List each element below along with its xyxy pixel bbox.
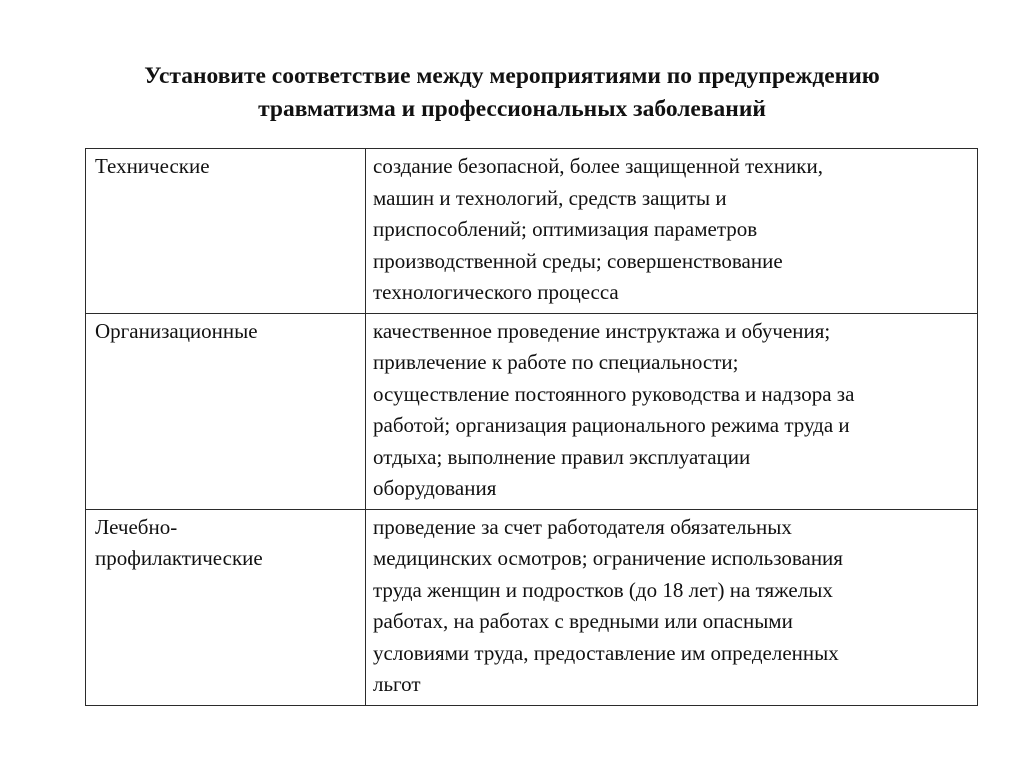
description-line: отдыха; выполнение правил эксплуатации — [373, 444, 751, 469]
description-line: привлечение к работе по специальности; — [373, 350, 739, 374]
table-row-technical — [86, 149, 978, 314]
description-line: льгот — [373, 672, 421, 696]
category-cell — [86, 313, 366, 509]
description-line: создание безопасной, более защищенной техники, — [373, 154, 823, 178]
description-line: медицинских осмотров; ограничение использования — [373, 546, 843, 570]
description-line: работой; организация рационального режима труда и — [373, 413, 850, 437]
description-line: оборудования — [373, 476, 497, 500]
category-label: Лечебно- — [95, 514, 178, 539]
description-line: труда женщин и подростков (до 18 лет) на тяжелых — [373, 577, 833, 602]
category-cell — [86, 509, 366, 705]
description-cell — [366, 313, 978, 509]
description-line: производственной среды; совершенствование — [373, 248, 783, 273]
table-row-organizational — [86, 313, 978, 509]
description-cell — [366, 509, 978, 705]
title-line-1: Установите соответствие между мероприятиями по предупреждению — [144, 63, 880, 89]
description-line: проведение за счет работодателя обязательных — [373, 514, 792, 539]
description-line: технологического процесса — [373, 280, 619, 304]
title-line-2: травматизма и профессиональных заболеваний — [258, 96, 766, 122]
category-cell — [86, 149, 366, 314]
description-line: условиями труда, предоставление им определенных — [373, 640, 839, 665]
category-label: Организационные — [95, 318, 258, 343]
table-row-medical — [86, 509, 978, 705]
description-line: качественное проведение инструктажа и обучения; — [373, 318, 831, 343]
category-label: Технические — [95, 154, 210, 178]
category-label: профилактические — [95, 546, 263, 570]
description-line: осуществление постоянного руководства и надзора за — [373, 381, 855, 406]
measures-table — [85, 148, 978, 706]
description-cell — [366, 149, 978, 314]
page-title — [40, 60, 984, 126]
description-line: приспособлений; оптимизация параметров — [373, 217, 758, 241]
description-line: работах, на работах с вредными или опасными — [373, 609, 793, 633]
description-line: машин и технологий, средств защиты и — [373, 185, 727, 210]
